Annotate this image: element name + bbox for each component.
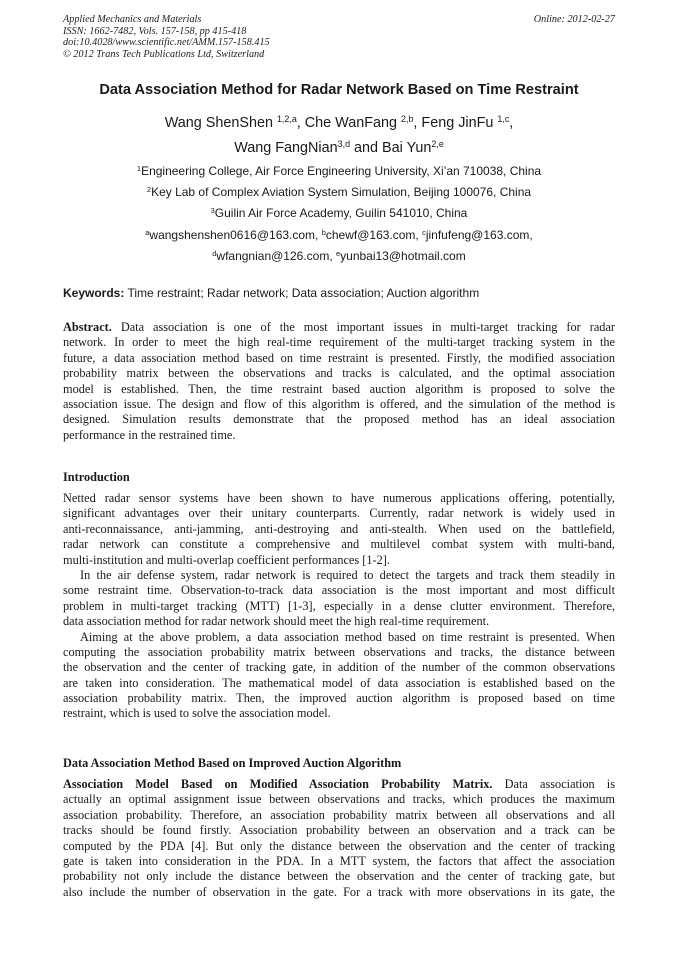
email-line-1 — [0, 228, 678, 242]
email-sup: d — [212, 248, 217, 258]
affiliation-text: Key Lab of Complex Aviation System Simulation, Beijing 100076, China — [151, 185, 532, 199]
text-line: restraint, which is used to solve the association model. — [63, 706, 331, 721]
text-line: gate is taken into consideration in the PDA. In a MTT system, the factors that affect the association — [63, 853, 615, 868]
text-line: computing the association probability matrix between observations and tracks, the distance between — [63, 644, 615, 659]
text-line: association probability matrix. Then, the improved auction algorithm is proposed based on time — [63, 691, 615, 706]
affiliation-2 — [0, 185, 678, 199]
email-address[interactable]: wangshenshen0616@163.com, — [149, 228, 322, 242]
author-sup: 2,b — [401, 114, 414, 125]
author-sep: , — [509, 115, 514, 131]
text-line: Netted radar sensor systems have been shown to have numerous applications offering, potentially, — [63, 491, 615, 505]
author-sup: 3,d — [337, 139, 351, 150]
text-line: tracks should be found firstly. Association probability between an observation and a track can be — [63, 823, 615, 838]
author-name: and Bai Yun — [350, 140, 432, 156]
email-address[interactable]: yunbai13@hotmail.com — [340, 249, 466, 263]
email-line-2 — [0, 249, 678, 263]
text-line: computed by the PDA [4]. But only the distance between the observation and the center of tracking — [63, 838, 615, 853]
email-address[interactable]: wfangnian@126.com, — [216, 249, 336, 263]
introduction-body — [63, 491, 615, 722]
text-line: association probability. Therefore, an association probability matrix between all observations and all — [63, 807, 615, 822]
text-line: significant advantages over their unitary counterparts. Currently, radar network is widely used in — [63, 506, 615, 521]
author-sup: 2,e — [431, 139, 444, 150]
text-line: performance in the restrained time. — [63, 427, 236, 442]
email-sup: a — [145, 227, 150, 237]
text-line: are taken into consideration. The mathematical model of data association is established based on the — [63, 675, 615, 690]
text-line — [63, 320, 615, 335]
keywords-label: Keywords: — [63, 286, 125, 300]
journal-name: Applied Mechanics and Materials — [63, 14, 202, 25]
author-sup: 1,c — [497, 114, 510, 125]
email-sup: b — [321, 227, 326, 237]
text-line: actually an optimal assignment issue between observations and tracks, which produces the maximum — [63, 792, 615, 807]
online-date: Online: 2012-02-27 — [533, 14, 615, 25]
text-line: model is established. Then, the time restraint based auction algorithm is proposed to solve the — [63, 381, 615, 396]
text-line: radar network can constitute a comprehensive and multilevel combat system with multi-band, — [63, 537, 615, 552]
author-name: Wang ShenShen — [164, 115, 277, 131]
author-name: , Feng JinFu — [413, 115, 498, 131]
text-line: network. In order to meet the high real-time requirement of the multi-target tracking system in the — [63, 335, 615, 350]
journal-header — [63, 14, 615, 60]
section2-body — [63, 777, 615, 900]
author-name: Wang FangNian — [234, 140, 338, 156]
text-line: the observation and the center of tracking gate, in addition of the number of the common observations — [63, 660, 615, 675]
email-sup: e — [336, 248, 341, 258]
affiliation-sup: 3 — [210, 205, 215, 215]
subsection-label: Association Model Based on Modified Association Probability Matrix. — [63, 777, 493, 791]
keywords-text: Time restraint; Radar network; Data association; Auction algorithm — [124, 286, 480, 300]
copyright-line: © 2012 Trans Tech Publications Ltd, Switzerland — [63, 48, 265, 60]
text-line: Aiming at the above problem, a data association method based on time restraint is presented. When — [80, 629, 615, 644]
text-line: some restraint time. Observation-to-track data association is the most important and most difficult — [63, 583, 615, 598]
text-line: probability not only include the distance between the observation and the center of tracking gate, but — [63, 869, 615, 884]
keywords — [63, 286, 479, 300]
doi-line[interactable]: doi:10.4028/www.scientific.net/AMM.157-158.415 — [63, 37, 270, 48]
abstract-label: Abstract. — [63, 320, 112, 334]
text-line — [63, 777, 615, 792]
email-address[interactable]: chewf@163.com, — [325, 228, 423, 242]
paper-title: Data Association Method for Radar Network Based on Time Restraint — [99, 82, 579, 98]
text-line: data association method for radar network should meet the high real-time requirement. — [63, 614, 490, 629]
text-line: future, a data association method based on time restraint is presented. Firstly, the modified association — [63, 350, 615, 365]
author-line-1 — [0, 115, 678, 131]
author-line-2 — [0, 140, 678, 156]
text-line: designed. Simulation results demonstrate that the proposed method has an ideal association — [63, 412, 615, 427]
issn-line: ISSN: 1662-7482, Vols. 157-158, pp 415-418 — [63, 25, 247, 37]
text-line: problem in multi-target tracking (MTT) [1-3], especially in a dense clutter environment. Therefore, — [63, 598, 615, 613]
affiliation-sup: 1 — [136, 163, 142, 173]
affiliation-text: Guilin Air Force Academy, Guilin 541010, China — [214, 206, 468, 220]
text-line: In the air defense system, radar network is required to detect the targets and track them steadily in — [80, 567, 615, 582]
text-line: multi-institution and multi-overlap coefficient performances [1-2]. — [63, 552, 390, 567]
text-span: Data association is one of the most important issues in multi-target tracking for radar — [111, 320, 615, 334]
email-sup: c — [422, 227, 426, 237]
affiliation-sup: 2 — [146, 184, 152, 194]
affiliation-3 — [0, 206, 678, 220]
text-line: association issue. The design and flow of this algorithm is offered, and the simulation of the method is — [63, 396, 615, 411]
section-heading-introduction: Introduction — [63, 470, 130, 484]
text-line: probability matrix between the observations and tracks is calculated, and the optimal association — [63, 366, 615, 381]
affiliation-1 — [0, 164, 678, 178]
section-heading-data-association: Data Association Method Based on Improved Auction Algorithm — [63, 756, 402, 770]
text-span: Data association is — [492, 777, 615, 791]
email-address[interactable]: jinfufeng@163.com, — [425, 228, 533, 242]
affiliation-text: Engineering College, Air Force Engineering University, Xi’an 710038, China — [141, 164, 542, 178]
text-line: anti-reconnaissance, anti-jamming, anti-destroying and anti-stealth. When used on the battlefield, — [63, 521, 615, 536]
author-sup: 1,2,a — [276, 114, 297, 125]
abstract — [63, 320, 615, 443]
author-name: , Che WanFang — [296, 115, 402, 131]
text-line: also include the number of observation in the gate. For a track with more observations in its gate, the — [63, 884, 615, 899]
